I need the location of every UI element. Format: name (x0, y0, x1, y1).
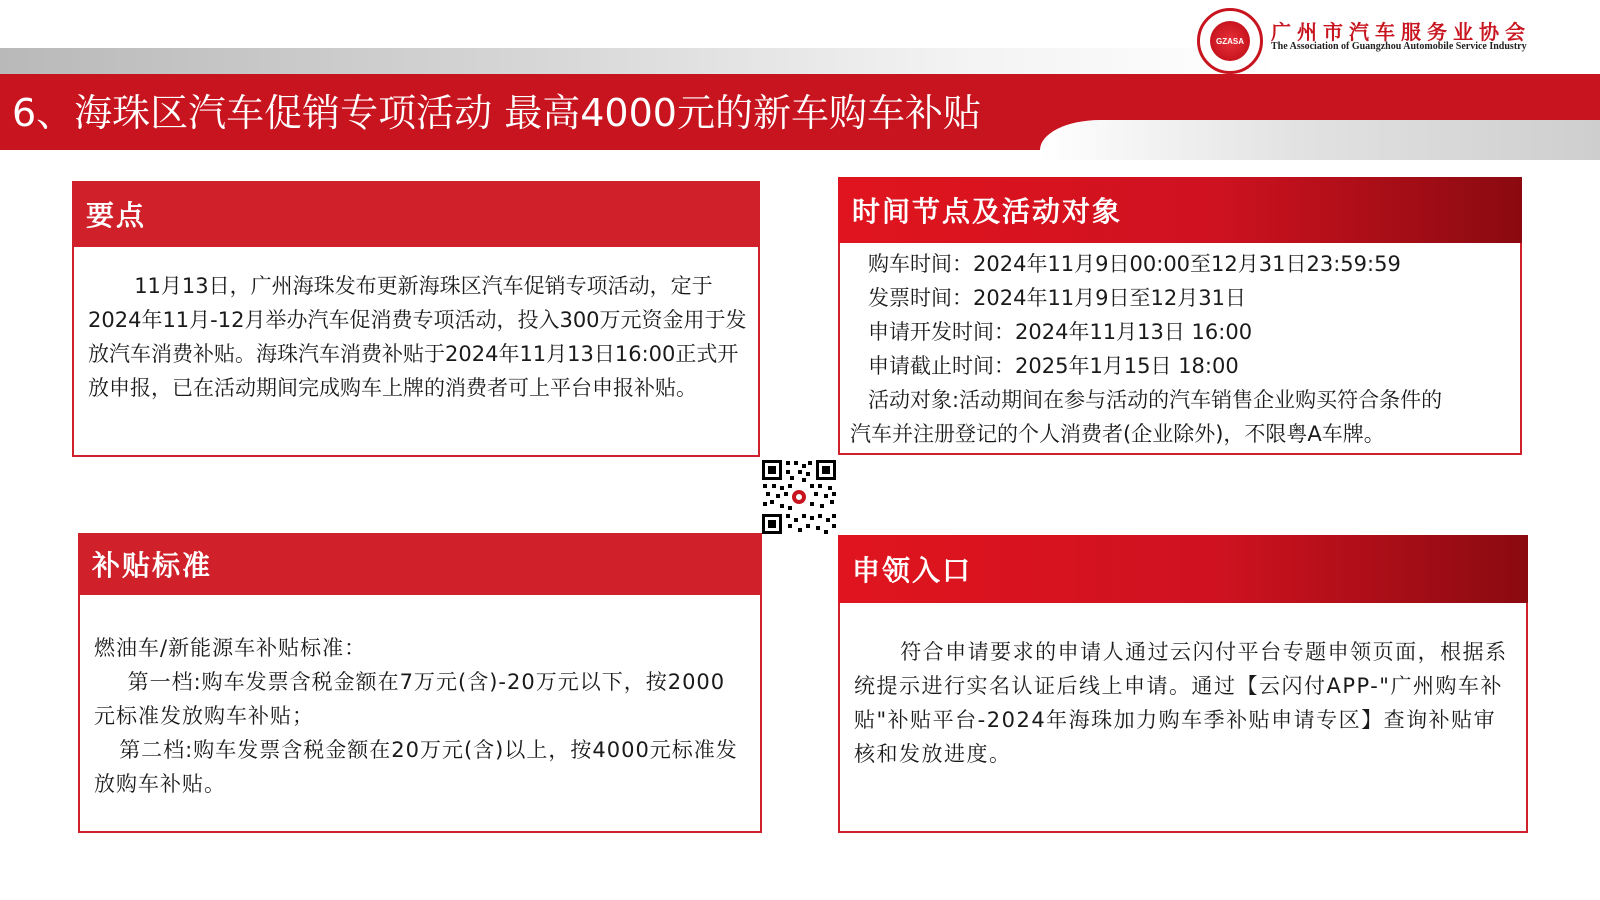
subsidy-standard-body (94, 631, 750, 801)
apply-entry-paragraph: 符合申请要求的申请人通过云闪付平台专题申领页面，根据系统提示进行实名认证后线上申请。通过【云闪付APP-"广州购车补贴"补贴平台-2024年海珠加力购车季补贴申请专区】查询补贴审核和发放进度。 (854, 640, 1508, 766)
page-title: 6、海珠区汽车促销专项活动 最高4000元的新车购车补贴 (12, 91, 981, 135)
association-logo (1197, 8, 1263, 74)
subsidy-standard-heading: 补贴标准 (78, 533, 762, 595)
qr-code-image (760, 458, 838, 536)
org-name-english: The Association of Guangzhou Automobile Service Industry (1271, 41, 1527, 52)
timeline-row: 申请开发时间：2024年11月13日 16:00 (868, 320, 1253, 344)
timeline-heading: 时间节点及活动对象 (838, 177, 1522, 243)
timeline-row: 发票时间：2024年11月9日至12月31日 (868, 286, 1246, 310)
apply-entry-body (854, 635, 1516, 771)
timeline-row: 活动对象:活动期间在参与活动的汽车销售企业购买符合条件的 (868, 388, 1443, 412)
key-points-heading: 要点 (72, 181, 760, 247)
subsidy-tier-2: 第二档:购车发票含税金额在20万元(含)以上，按4000元标准发放购车补贴。 (94, 738, 738, 796)
apply-entry-heading: 申领入口 (838, 535, 1528, 603)
org-name-chinese: 广州市汽车服务业协会 (1271, 20, 1531, 44)
key-points-body (88, 269, 748, 405)
subsidy-tier-1: 第一档:购车发票含税金额在7万元(含)-20万元以下，按2000 元标准发放购车补贴； (94, 670, 748, 728)
key-points-panel (72, 181, 760, 457)
timeline-panel (838, 177, 1522, 455)
timeline-row: 汽车并注册登记的个人消费者(企业除外)，不限粤A车牌。 (850, 422, 1385, 446)
timeline-row: 申请截止时间：2025年1月15日 18:00 (868, 354, 1239, 378)
subsidy-intro: 燃油车/新能源车补贴标准： (94, 636, 367, 660)
logo-text: GZASA (1210, 21, 1250, 61)
key-points-paragraph: 11月13日，广州海珠发布更新海珠区汽车促销专项活动，定于2024年11月-12月举办汽车促消费专项活动，投入300万元资金用于发放汽车消费补贴。海珠汽车消费补贴于2024年11月13日16:00正式开放申报，已在活动期间完成购车上牌的消费者可上平台申报补贴。 (88, 274, 747, 400)
subsidy-standard-panel (78, 533, 762, 833)
header-swoosh (1040, 120, 1600, 160)
timeline-body (850, 247, 1514, 451)
apply-entry-panel (838, 535, 1528, 833)
timeline-row: 购车时间：2024年11月9日00:00至12月31日23:59:59 (868, 252, 1401, 276)
